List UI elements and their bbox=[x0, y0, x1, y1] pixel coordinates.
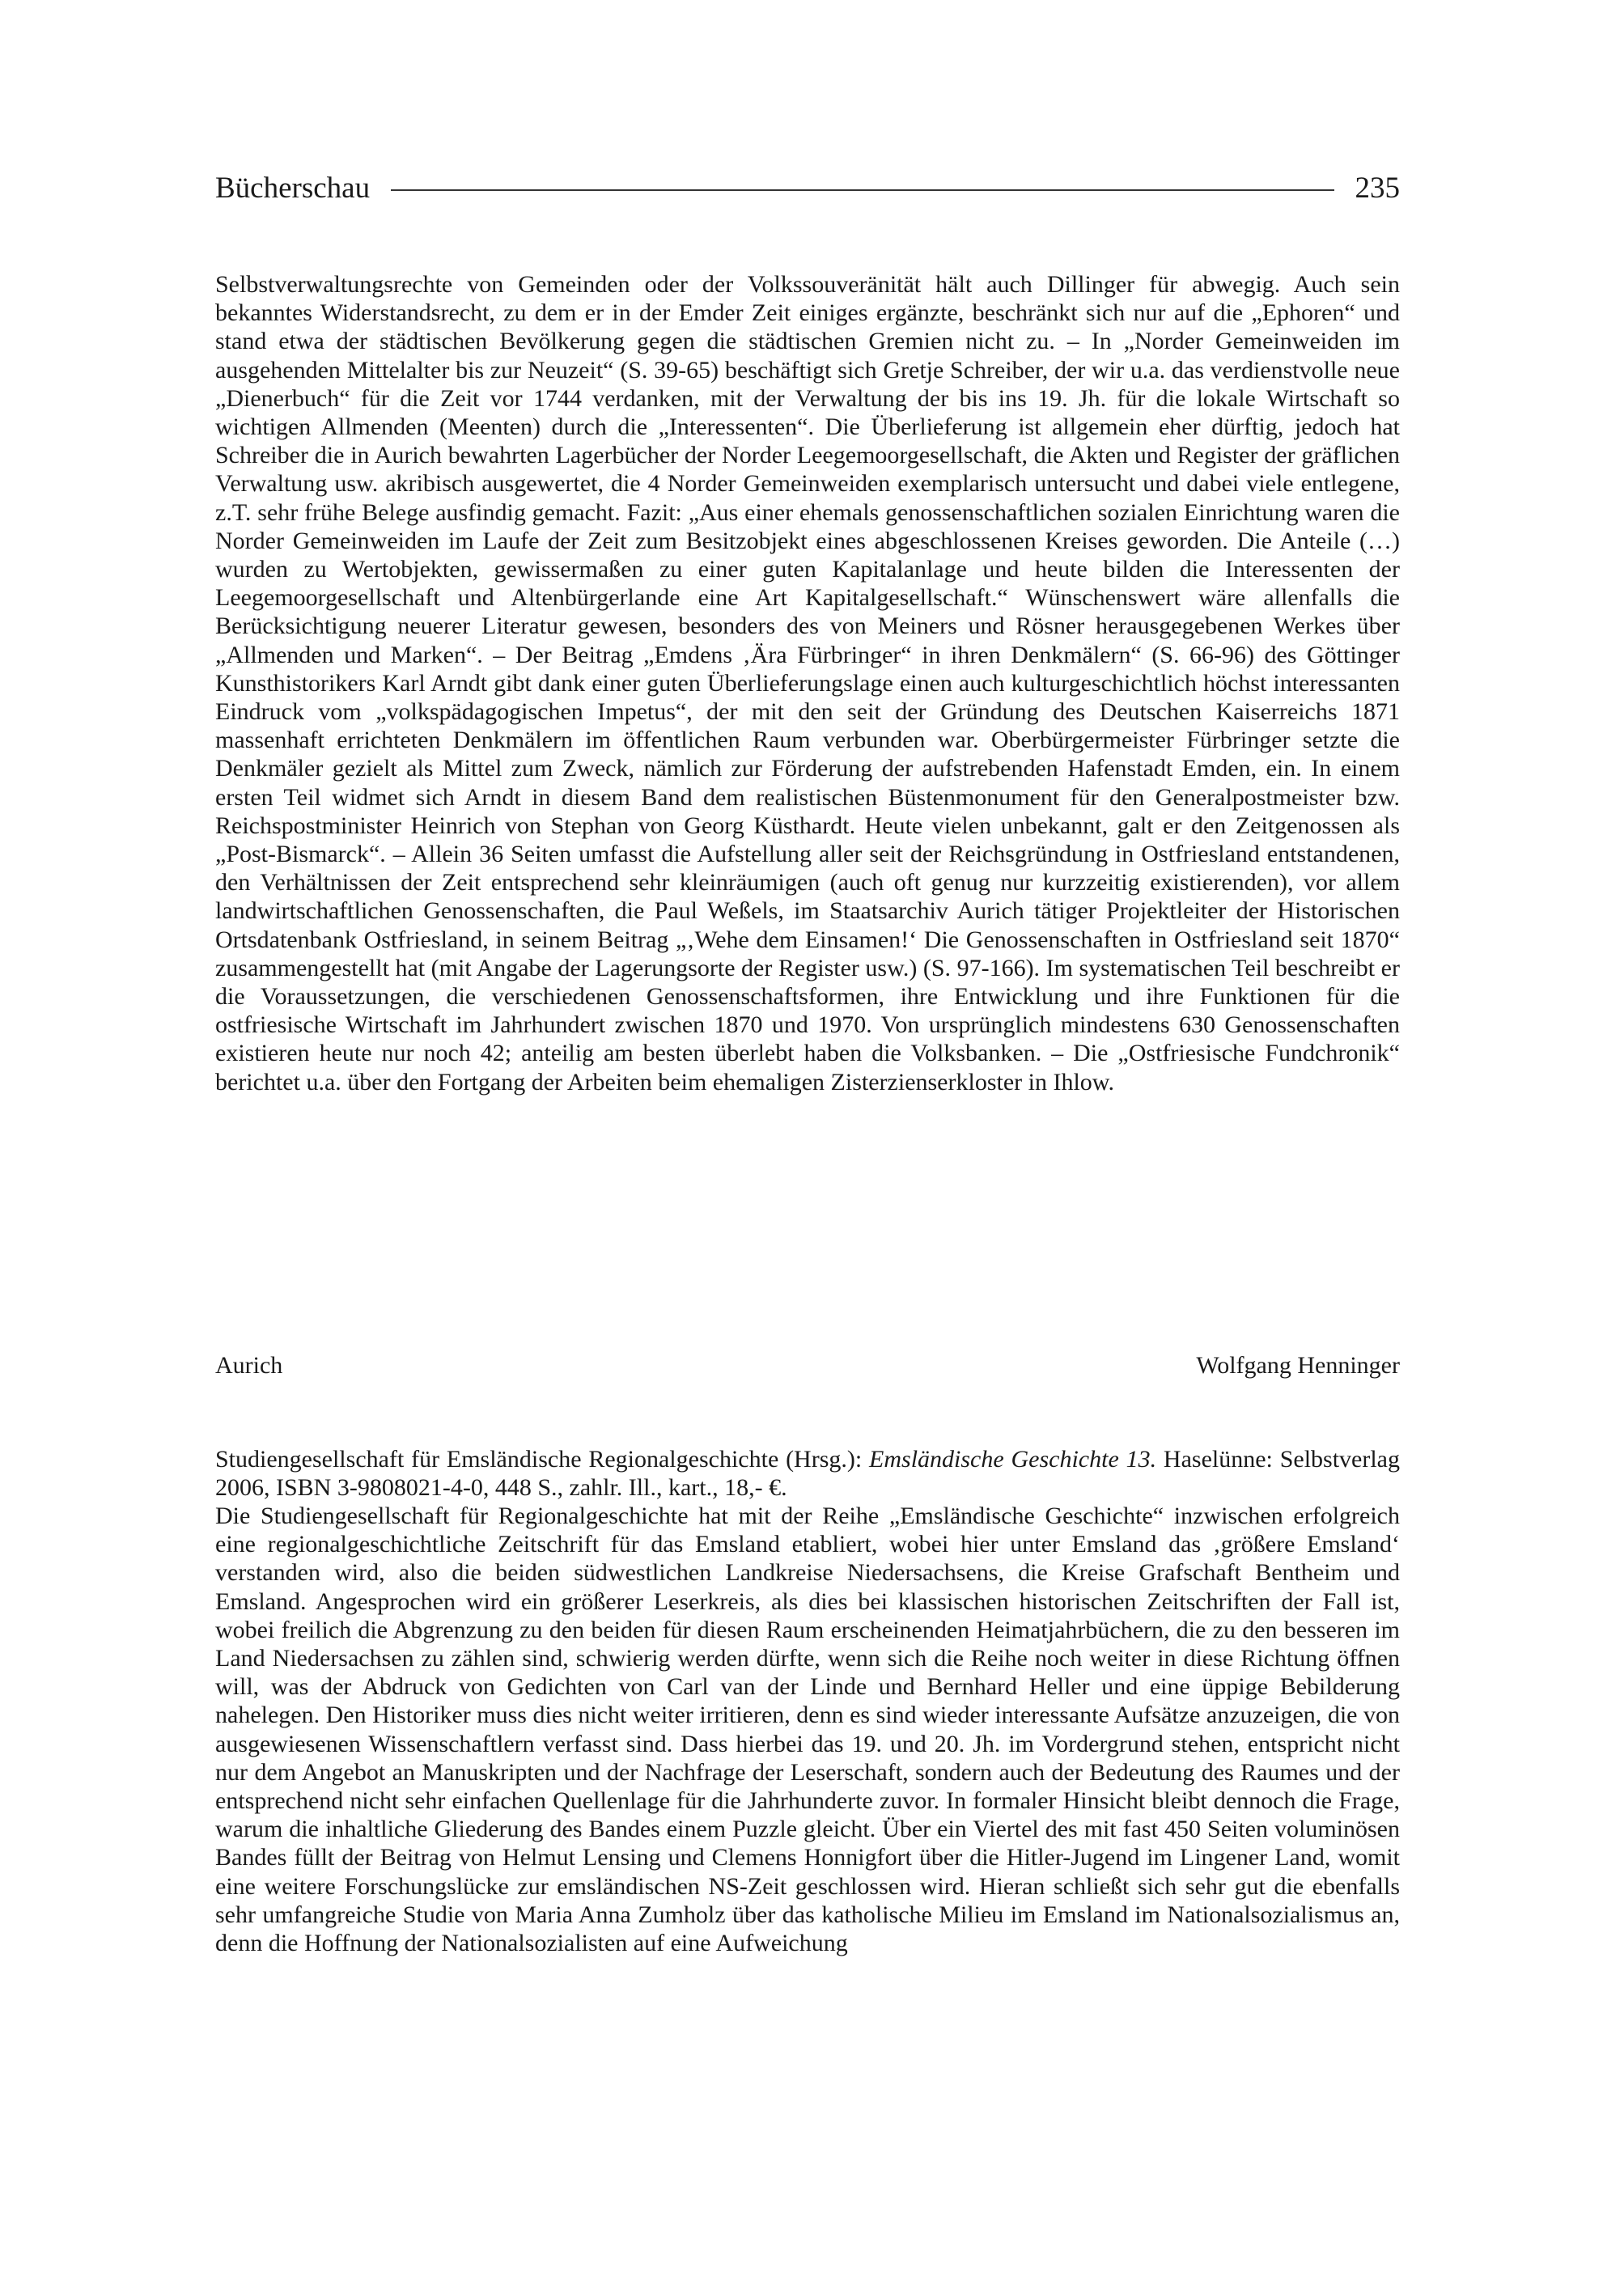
review-1-place: Aurich bbox=[215, 1352, 283, 1379]
page-number: 235 bbox=[1355, 171, 1400, 205]
review-2-series-title: Emsländische Geschichte 13. bbox=[869, 1446, 1157, 1473]
review-2-citation-editor: Studiengesellschaft für Emsländische Regionalgeschichte (Hrsg.): bbox=[215, 1446, 870, 1473]
review-1-author: Wolfgang Henninger bbox=[1196, 1352, 1400, 1379]
running-title: Bücherschau bbox=[215, 171, 371, 205]
review-1-signature bbox=[215, 1351, 1400, 1380]
review-2-body: Die Studiengesellschaft für Regionalgeschichte hat mit der Reihe „Emsländische Geschichte“ inzwischen erfolgreich eine regionalgeschichtliche Zeitschrift für das Emsland etabliert, wobei hier unter Emsland das ‚größere Emsland‘ verstanden wird, also die beiden südwestlichen Landkreise Niedersachsens, die Kreise Grafschaft Bentheim und Emsland. Angesprochen wird ein größerer Leserkreis, als dies bei klassischen historischen Zeitschriften der Fall ist, wobei freilich die Abgrenzung zu den beiden für diesen Raum erscheinenden Heimatjahrbüchern, die zu den besseren im Land Niedersachsen zu zählen sind, schwierig werden dürfte, wenn sich die Reihe noch weiter in diese Richtung öffnen will, was der Abdruck von Gedichten von Carl van der Linde und Bernhard Heller und eine üppige Bebilderung nahelegen. Den Historiker muss dies nicht weiter irritieren, denn es sind wieder interessante Aufsätze anzuzeigen, die von ausgewiesenen Wissenschaftlern verfasst sind. Dass hierbei das 19. und 20. Jh. im Vordergrund stehen, entspricht nicht nur dem Angebot an Manuskripten und der Nachfrage der Leserschaft, sondern auch der Bedeutung des Raumes und der entsprechend nicht sehr einfachen Quellenlage für die Jahrhunderte zuvor. In formaler Hinsicht bleibt dennoch die Frage, warum die inhaltliche Gliederung des Bandes einem Puzzle gleicht. Über ein Viertel des mit fast 450 Seiten voluminösen Bandes füllt der Beitrag von Helmut Lensing und Clemens Honnigfort über die Hitler-Jugend im Lingener Land, womit eine weitere Forschungslücke zur emsländischen NS-Zeit geschlossen wird. Hieran schließt sich sehr gut die ebenfalls sehr umfangreiche Studie von Maria Anna Zumholz über das katholische Milieu im Emsland im Nationalsozialismus an, denn die Hoffnung der Nationalsozialisten auf eine Aufweichung bbox=[215, 1503, 1400, 1957]
page-header bbox=[215, 165, 1400, 210]
review-1-body: Selbstverwaltungsrechte von Gemeinden oder der Volkssouveränität hält auch Dillinger für abwegig. Auch sein bekanntes Widerstandsrecht, zu dem er in der Emder Zeit einiges ergänzte, beschränkt sich nur auf die „Ephoren“ und stand etwa der städtischen Bevölkerung gegen die städtischen Gremien nicht zu. – In „Norder Gemeinweiden im ausgehenden Mittelalter bis zur Neuzeit“ (S. 39-65) beschäftigt sich Gretje Schreiber, der wir u.a. das verdienstvolle neue „Dienerbuch“ für die Zeit vor 1744 verdanken, mit der Verwaltung der bis ins 19. Jh. für die lokale Wirtschaft so wichtigen Allmenden (Meenten) durch die „Interessenten“. Die Überlieferung ist allgemein eher dürftig, jedoch hat Schreiber die in Aurich bewahrten Lagerbücher der Norder Leegemoorgesellschaft, die Akten und Register der gräflichen Verwaltung usw. akribisch ausgewertet, die 4 Norder Gemeinweiden exemplarisch untersucht und dabei viele entlegene, z.T. sehr frühe Belege ausfindig gemacht. Fazit: „Aus einer ehemals genossenschaftlichen sozialen Einrichtung waren die Norder Gemeinweiden im Laufe der Zeit zum Besitzobjekt eines abgeschlossenen Kreises geworden. Die Anteile (…) wurden zu Wertobjekten, gewissermaßen zu einer guten Kapitalanlage und heute bilden die Interessenten der Leegemoorgesellschaft und Altenbürgerlande eine Art Kapitalgesellschaft.“ Wünschenswert wäre allenfalls die Berücksichtigung neuerer Literatur gewesen, besonders des von Meiners und Rösner herausgegebenen Werkes über „Allmenden und Marken“. – Der Beitrag „Emdens ‚Ära Fürbringer“ in ihren Denkmälern“ (S. 66-96) des Göttinger Kunsthistorikers Karl Arndt gibt dank einer guten Überlieferungslage einen auch kulturgeschichtlich höchst interessanten Eindruck vom „volkspädagogischen Impetus“, der mit den seit der Gründung des Deutschen Kaiserreichs 1871 massenhaft errichteten Denkmälern im öffentlichen Raum verbunden war. Oberbürgermeister Fürbringer setzte die Denkmäler gezielt als Mittel zum Zweck, nämlich zur Förderung der aufstrebenden Hafenstadt Emden, ein. In einem ersten Teil widmet sich Arndt in diesem Band dem realistischen Büstenmonument für den Generalpostmeister bzw. Reichspostminister Heinrich von Stephan von Georg Küsthardt. Heute vielen unbekannt, galt er den Zeitgenossen als „Post-Bismarck“. – Allein 36 Seiten umfasst die Aufstellung aller seit der Reichsgründung in Ostfriesland entstandenen, den Verhältnissen der Zeit entsprechend sehr kleinräumigen (auch oft genug nur kurzzeitig existierenden), vor allem landwirtschaftlichen Genossenschaften, die Paul Weßels, im Staatsarchiv Aurich tätiger Projektleiter der Historischen Ortsdatenbank Ostfriesland, in seinem Beitrag „‚Wehe dem Einsamen!‘ Die Genossenschaften in Ostfriesland seit 1870“ zusammengestellt hat (mit Angabe der Lagerungsorte der Register usw.) (S. 97-166). Im systematischen Teil beschreibt er die Voraussetzungen, die verschiedenen Genossenschaftsformen, ihre Entwicklung und ihre Funktionen für die ostfriesische Wirtschaft im Jahrhundert zwischen 1870 und 1970. Von ursprünglich mindestens 630 Genossenschaften existieren heute nur noch 42; anteilig am besten überlebt haben die Volksbanken. – Die „Ostfriesische Fundchronik“ berichtet u.a. über den Fortgang der Arbeiten beim ehemaligen Zisterzienserkloster in Ihlow. bbox=[215, 271, 1400, 1096]
review-2-citation-details: Haselünne: Selbstverlag 2006, ISBN 3-9808021-4-0, 448 S., zahlr. Ill., kart., 18,- €. bbox=[215, 1446, 1401, 1502]
header-rule bbox=[391, 189, 1334, 191]
review-2-citation bbox=[215, 1445, 1400, 1502]
